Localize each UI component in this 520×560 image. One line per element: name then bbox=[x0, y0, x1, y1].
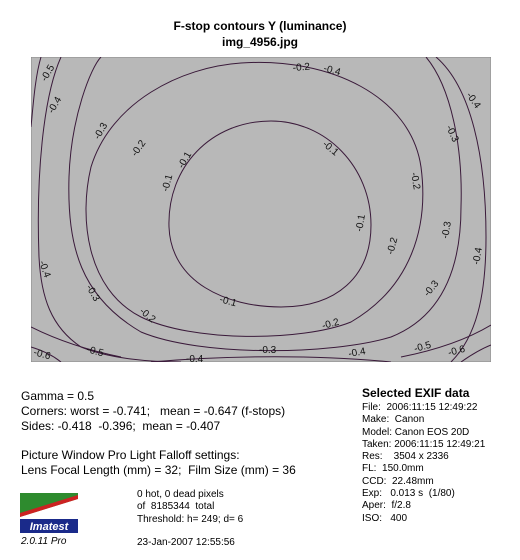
exif-row: Exp: 0.013 s (1/80) bbox=[362, 488, 455, 500]
contour-label: -0.2 bbox=[408, 171, 422, 191]
contour-label: -0.3 bbox=[440, 220, 454, 240]
contour-label: -0.2 bbox=[292, 61, 311, 74]
contour-label: -0.5 bbox=[39, 63, 58, 84]
contour-label: -0.4 bbox=[347, 346, 367, 360]
run-timestamp: 23-Jan-2007 12:55:56 bbox=[137, 537, 235, 548]
contour-label: -0.4 bbox=[186, 354, 204, 362]
contour-plot bbox=[31, 57, 491, 362]
contour-label: -0.2 bbox=[385, 236, 401, 256]
gamma-line: Gamma = 0.5 bbox=[21, 389, 95, 403]
total-pixels: of 8185344 total bbox=[137, 501, 215, 513]
contour-label: -0.1 bbox=[354, 213, 368, 233]
contour-label: -0.4 bbox=[471, 246, 485, 266]
imatest-logo bbox=[20, 493, 78, 533]
pw-settings-line: Lens Focal Length (mm) = 32; Film Size (mm) = 36 bbox=[21, 463, 296, 477]
threshold: Threshold: h= 249; d= 6 bbox=[137, 513, 244, 525]
contour-label: -0.3 bbox=[421, 278, 442, 299]
exif-panel bbox=[362, 385, 485, 525]
exif-row: Make: Canon bbox=[362, 414, 425, 426]
exif-heading: Selected EXIF data bbox=[362, 386, 470, 400]
contour-label: -0.3 bbox=[443, 123, 461, 144]
contour-label: -0.2 bbox=[320, 316, 341, 332]
contour-label: -0.1 bbox=[218, 294, 238, 310]
contour-label: -0.2 bbox=[129, 138, 149, 159]
pixel-stats bbox=[137, 489, 243, 526]
exif-row: Model: Canon EOS 20D bbox=[362, 426, 470, 438]
contour-label: -0.2 bbox=[137, 305, 158, 326]
chart-title-line1: F-stop contours Y (luminance) bbox=[173, 19, 347, 33]
chart-title bbox=[0, 18, 520, 50]
falloff-stats bbox=[21, 389, 296, 478]
contour-label: -0.5 bbox=[412, 339, 433, 355]
imatest-version: 2.0.11 Pro bbox=[21, 536, 67, 547]
exif-row: Res: 3504 x 2336 bbox=[362, 451, 449, 463]
contour-label: -0.1 bbox=[176, 150, 195, 171]
exif-row: FL: 150.0mm bbox=[362, 463, 424, 475]
contour-label: -0.1 bbox=[320, 138, 341, 159]
spacer bbox=[21, 434, 296, 448]
contour-label: -0.6 bbox=[32, 347, 52, 362]
chart-title-line2: img_4956.jpg bbox=[221, 35, 299, 49]
exif-row: Aper: f/2.8 bbox=[362, 500, 411, 512]
exif-row: Taken: 2006:11:15 12:49:21 bbox=[362, 438, 486, 450]
hot-dead-pixels: 0 hot, 0 dead pixels bbox=[137, 489, 224, 500]
contour-label: -0.4 bbox=[46, 95, 65, 116]
contour-label: -0.3 bbox=[259, 345, 277, 356]
exif-row: CCD: 22.48mm bbox=[362, 475, 434, 487]
contour-label: -0.6 bbox=[446, 343, 467, 359]
contour-label: -0.3 bbox=[92, 121, 111, 142]
contour-label: -0.4 bbox=[36, 259, 53, 280]
contour-label: -0.1 bbox=[160, 173, 176, 193]
contour-label: -0.4 bbox=[463, 90, 483, 111]
exif-row: File: 2006:11:15 12:49:22 bbox=[362, 402, 478, 413]
pw-settings-heading: Picture Window Pro Light Falloff settings: bbox=[21, 448, 240, 462]
contour-label: -0.3 bbox=[83, 283, 102, 304]
corners-line: Corners: worst = -0.741; mean = -0.647 (f-stops) bbox=[21, 404, 286, 418]
sides-line: Sides: -0.418 -0.396; mean = -0.407 bbox=[21, 419, 221, 433]
logo-text: Imatest bbox=[29, 521, 69, 533]
contour-label: -0.4 bbox=[322, 63, 342, 79]
exif-row: ISO: 400 bbox=[362, 512, 408, 524]
contour-label: -0.5 bbox=[85, 344, 105, 360]
